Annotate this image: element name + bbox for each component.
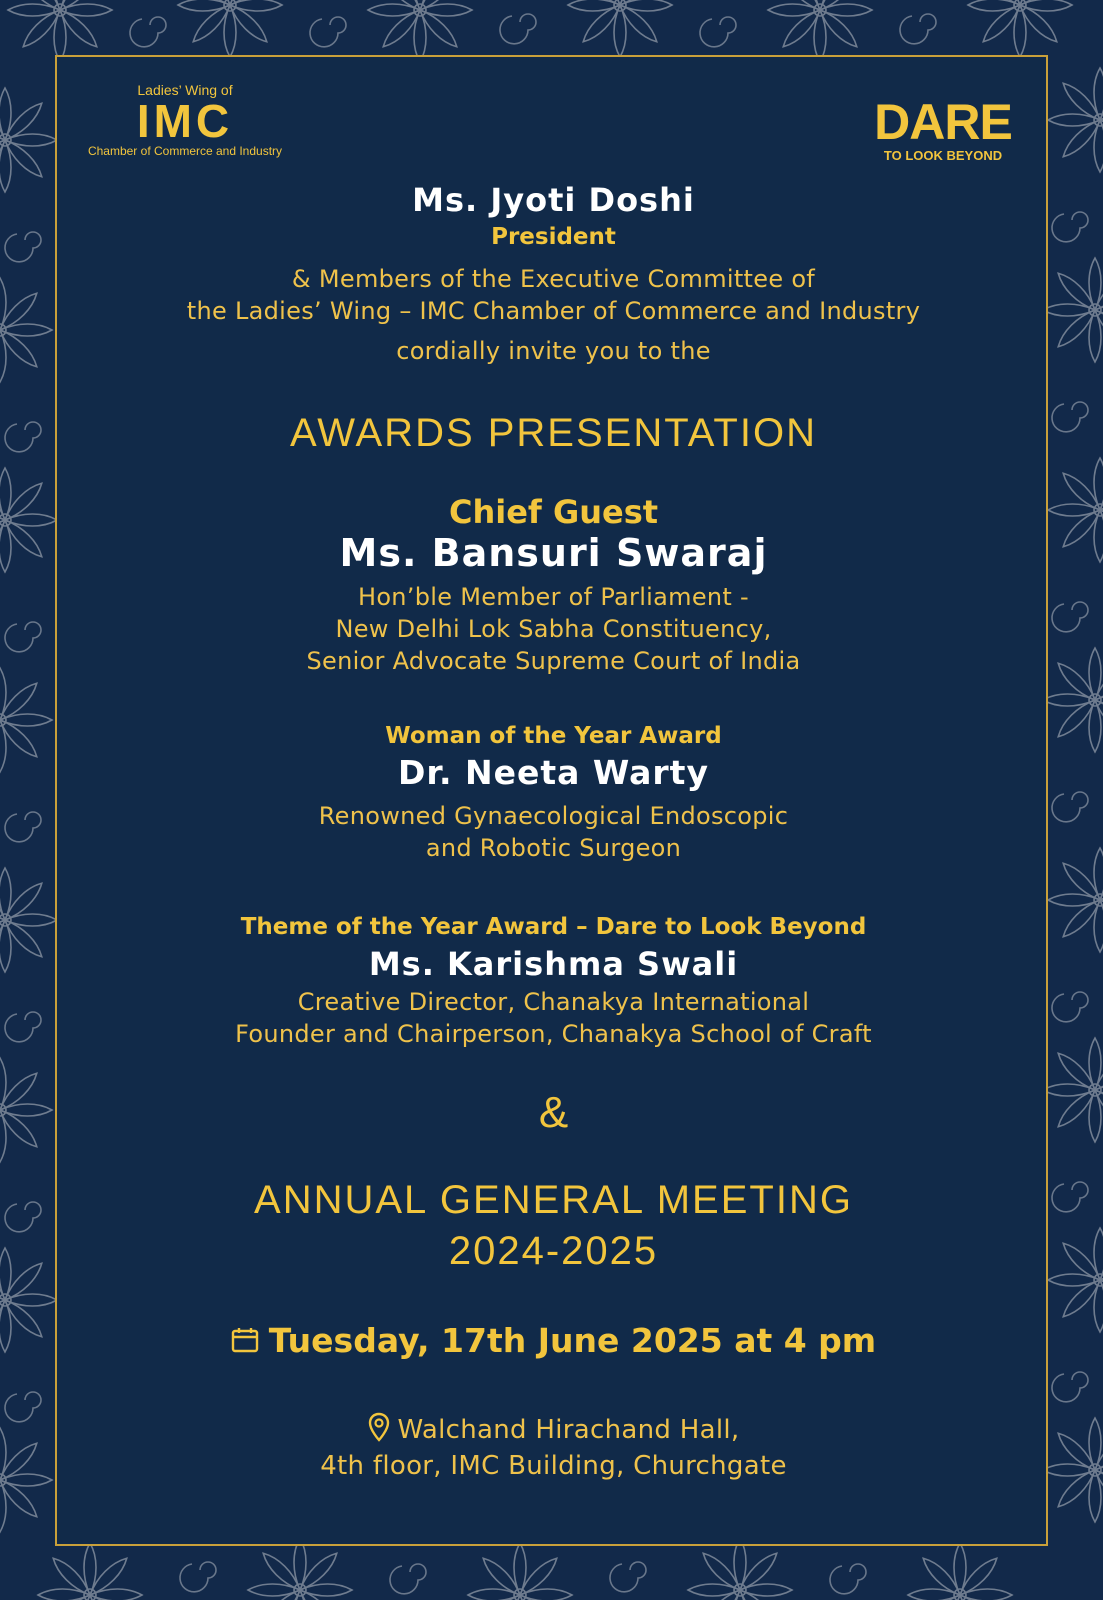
dare-logo-wordmark: DARE — [874, 94, 1012, 150]
chief-guest-desc-1: Hon’ble Member of Parliament - — [357, 583, 750, 611]
agm-title: ANNUAL GENERAL MEETING — [254, 1178, 853, 1222]
award1-desc-2: and Robotic Surgeon — [425, 834, 682, 862]
host-line-1: & Members of the Executive Committee of — [291, 265, 816, 293]
award1-name: Dr. Neeta Warty — [398, 753, 709, 792]
event-date-text: Tuesday, 17th June 2025 at 4 pm — [268, 1321, 877, 1360]
event-title: AWARDS PRESENTATION — [290, 411, 817, 455]
imc-ladies-wing-logo — [75, 81, 295, 159]
imc-logo-line1: Ladies’ Wing of — [137, 82, 233, 98]
event-date — [57, 1319, 1050, 1363]
ampersand: & — [538, 1088, 569, 1137]
imc-logo-wordmark: IMC — [136, 95, 234, 147]
chief-guest-label: Chief Guest — [448, 493, 659, 531]
venue-line-2: 4th floor, IMC Building, Churchgate — [320, 1451, 787, 1481]
agm-year: 2024-2025 — [448, 1229, 659, 1273]
award2-desc-2: Founder and Chairperson, Chanakya School of Craft — [235, 1020, 872, 1048]
venue-line-1-row — [57, 1412, 1050, 1448]
chief-guest-name: Ms. Bansuri Swaraj — [339, 531, 768, 575]
venue-line-1: Walchand Hirachand Hall, — [397, 1415, 740, 1445]
imc-logo-line3: Chamber of Commerce and Industry — [87, 144, 283, 158]
chief-guest-desc-2: New Delhi Lok Sabha Constituency, — [335, 615, 772, 643]
award1-label: Woman of the Year Award — [385, 723, 722, 749]
host-title: President — [491, 224, 616, 250]
host-name: Ms. Jyoti Doshi — [412, 181, 695, 219]
host-line-2: the Ladies’ Wing – IMC Chamber of Commerce and Industry — [186, 297, 921, 325]
invitation-card — [55, 55, 1048, 1546]
award2-label: Theme of the Year Award – Dare to Look Beyond — [240, 914, 867, 940]
dare-to-look-beyond-logo — [868, 95, 1018, 163]
dare-logo-tagline: TO LOOK BEYOND — [883, 148, 1003, 163]
location-pin-icon — [368, 1412, 390, 1442]
award2-name: Ms. Karishma Swali — [368, 945, 739, 983]
award1-desc-1: Renowned Gynaecological Endoscopic — [318, 802, 789, 830]
calendar-icon — [231, 1326, 259, 1354]
award2-desc-1: Creative Director, Chanakya International — [297, 988, 810, 1016]
host-line-3: cordially invite you to the — [396, 337, 711, 365]
chief-guest-desc-3: Senior Advocate Supreme Court of India — [306, 647, 801, 675]
